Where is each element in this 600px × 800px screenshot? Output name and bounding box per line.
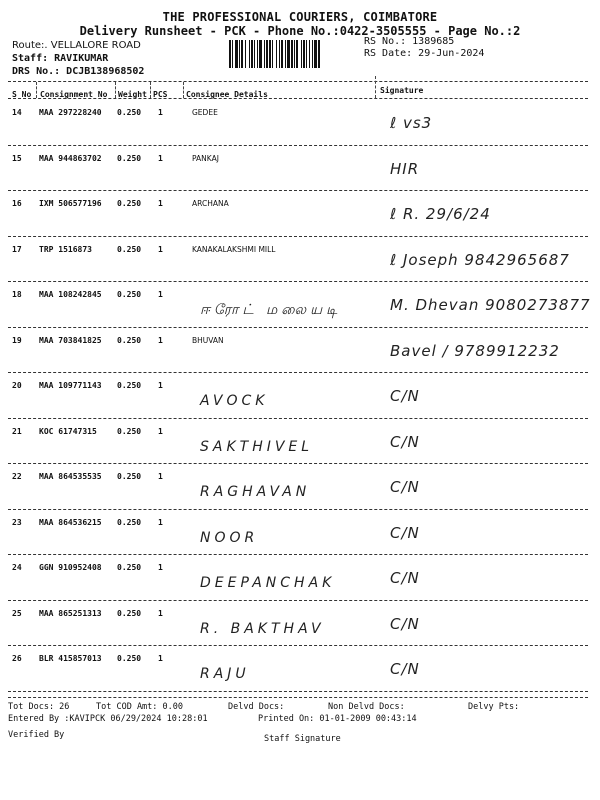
barcode-bar	[303, 40, 305, 68]
row-sno: 17	[12, 244, 22, 254]
row-handwritten-name: RAGHAVAN	[200, 484, 311, 500]
rs-date: RS Date: 29-Jun-2024	[364, 48, 485, 59]
row-weight: 0.250	[117, 381, 142, 390]
entered-by: Entered By :KAVIPCK 06/29/2024 10:28:01	[8, 714, 208, 724]
row-sno: 21	[12, 426, 22, 436]
row-handwritten-name: ஈரோட் மலையடி	[200, 302, 342, 318]
row-pcs: 1	[158, 199, 163, 208]
row-pcs: 1	[158, 517, 163, 527]
col-divider	[375, 76, 376, 98]
barcode-bar	[287, 40, 290, 68]
row-consignment: MAA 864536215	[39, 517, 102, 527]
col-signature: Signature	[380, 86, 424, 95]
verified-by: Verified By	[8, 730, 65, 740]
row-sno: 25	[12, 608, 22, 618]
barcode-bar	[235, 40, 238, 68]
barcode-bar	[309, 40, 310, 68]
row-pcs: 1	[158, 654, 163, 663]
row-signature: Bavel / 9789912232	[390, 341, 560, 360]
row-consignment: KOC 61747315	[39, 426, 97, 436]
row-signature: C/N	[390, 432, 420, 451]
row-pcs: 1	[158, 426, 163, 436]
row-weight: 0.250	[117, 199, 142, 208]
row-signature: C/N	[390, 478, 420, 496]
row-pcs: 1	[158, 381, 163, 390]
row-pcs: 1	[158, 244, 163, 254]
row-consignment: MAA 944863702	[39, 153, 102, 163]
barcode-bar	[276, 40, 277, 68]
col-pcs: PCS	[153, 90, 168, 99]
row-rule	[8, 145, 588, 146]
row-pcs: 1	[158, 153, 163, 163]
row-consignee: ARCHANA	[192, 199, 229, 208]
col-sno: S No	[12, 90, 32, 99]
row-consignment: GGN 910952408	[39, 563, 102, 572]
row-rule	[8, 463, 588, 464]
row-handwritten-name: DEEPANCHAK	[200, 575, 336, 591]
header-top-rule	[8, 81, 588, 82]
row-sno: 16	[12, 199, 22, 208]
barcode-bar	[245, 40, 246, 68]
col-weight: Weight	[118, 90, 147, 99]
row-weight: 0.250	[117, 563, 142, 572]
row-weight: 0.250	[117, 517, 142, 527]
barcode	[229, 40, 357, 68]
row-weight: 0.250	[117, 608, 142, 618]
barcode-bar	[279, 40, 280, 68]
row-sno: 15	[12, 153, 22, 163]
row-rule	[8, 645, 588, 646]
row-consignment: BLR 415857013	[39, 654, 102, 663]
printed-on: Printed On: 01-01-2009 00:43:14	[258, 714, 417, 724]
col-divider	[36, 82, 37, 98]
row-rule	[8, 236, 588, 237]
row-consignee: KANAKALAKSHMI MILL	[192, 244, 276, 254]
row-rule	[8, 190, 588, 191]
row-signature: ℓ vs3	[390, 114, 433, 132]
barcode-bar	[254, 40, 255, 68]
barcode-bar	[285, 40, 286, 68]
barcode-bar	[239, 40, 240, 68]
row-signature: C/N	[390, 523, 420, 542]
col-divider	[115, 82, 116, 98]
row-weight: 0.250	[117, 426, 142, 436]
row-pcs: 1	[158, 290, 163, 299]
delivered-docs: Delvd Docs:	[228, 702, 285, 712]
barcode-bar	[241, 40, 243, 68]
row-signature: C/N	[390, 614, 420, 633]
col-divider	[150, 82, 151, 98]
total-cod: Tot COD Amt: 0.00	[96, 702, 183, 712]
row-signature: C/N	[390, 387, 420, 405]
barcode-bar	[232, 40, 233, 68]
row-sno: 18	[12, 290, 22, 299]
row-consignment: MAA 864535535	[39, 472, 102, 481]
row-handwritten-name: AVOCK	[200, 393, 269, 409]
row-weight: 0.250	[117, 244, 142, 254]
row-rule	[8, 281, 588, 282]
row-signature: C/N	[390, 660, 420, 678]
row-rule	[8, 372, 588, 373]
company-title: THE PROFESSIONAL COURIERS, COIMBATORE	[162, 10, 438, 24]
barcode-bar	[314, 40, 317, 68]
non-delivered-docs: Non Delvd Docs:	[328, 702, 405, 712]
row-weight: 0.250	[117, 654, 142, 663]
runsheet-subtitle: Delivery Runsheet - PCK - Phone No.:0422-3505555 - Page No.:2	[79, 24, 521, 38]
row-sno: 19	[12, 335, 22, 345]
barcode-bar	[318, 40, 320, 68]
row-weight: 0.250	[117, 335, 142, 345]
footer-rule	[8, 697, 588, 698]
barcode-bar	[281, 40, 283, 68]
header-bottom-rule	[8, 98, 588, 99]
row-consignee: GEDEE	[192, 108, 218, 117]
total-docs: Tot Docs: 26	[8, 702, 70, 712]
barcode-bar	[229, 40, 231, 68]
row-consignment: MAA 108242845	[39, 290, 102, 299]
row-pcs: 1	[158, 108, 163, 117]
row-consignment: MAA 865251313	[39, 608, 102, 618]
staff-signature-label: Staff Signature	[264, 734, 341, 744]
row-signature: ℓ R. 29/6/24	[390, 205, 491, 223]
barcode-bar	[257, 40, 258, 68]
row-rule	[8, 691, 588, 692]
row-sno: 22	[12, 472, 22, 481]
row-consignee: PANKAJ	[192, 153, 219, 163]
col-consignee: Consignee Details	[186, 90, 268, 99]
row-sno: 26	[12, 654, 22, 663]
row-signature: HIR	[390, 159, 420, 178]
barcode-bar	[264, 40, 265, 68]
barcode-bar	[296, 40, 298, 68]
barcode-bar	[266, 40, 268, 68]
row-rule	[8, 418, 588, 419]
row-sno: 23	[12, 517, 22, 527]
row-handwritten-name: RAJU	[200, 666, 250, 682]
staff-label: Staff: RAVIKUMAR	[12, 53, 109, 64]
barcode-bar	[291, 40, 293, 68]
row-rule	[8, 509, 588, 510]
row-weight: 0.250	[117, 290, 142, 299]
row-handwritten-name: SAKTHIVEL	[200, 438, 314, 455]
rs-number: RS No.: 1389685	[364, 36, 455, 47]
row-rule	[8, 600, 588, 601]
row-rule	[8, 327, 588, 328]
row-pcs: 1	[158, 608, 163, 618]
barcode-bar	[259, 40, 262, 68]
row-signature: ℓ Joseph 9842965687	[390, 250, 570, 269]
row-handwritten-name: NOOR	[200, 529, 259, 546]
row-consignment: MAA 297228240	[39, 108, 102, 117]
row-pcs: 1	[158, 472, 163, 481]
row-weight: 0.250	[117, 472, 142, 481]
barcode-bar	[294, 40, 295, 68]
row-consignee: BHUVAN	[192, 335, 224, 345]
row-consignment: TRP 1516873	[39, 244, 92, 254]
barcode-bar	[249, 40, 250, 68]
row-consignment: IXM 506577196	[39, 199, 102, 208]
col-consignment: Consignment No	[40, 90, 108, 99]
barcode-bar	[312, 40, 313, 68]
row-weight: 0.250	[117, 153, 142, 163]
route-label: Route:. VELLALORE ROAD	[12, 40, 141, 51]
row-sno: 20	[12, 381, 22, 390]
row-consignment: MAA 703841825	[39, 335, 102, 345]
barcode-bar	[251, 40, 253, 68]
row-consignment: MAA 109771143	[39, 381, 102, 390]
row-signature: M. Dhevan 9080273877	[390, 296, 591, 314]
barcode-bar	[272, 40, 273, 68]
row-sno: 24	[12, 563, 22, 572]
row-pcs: 1	[158, 335, 163, 345]
barcode-bar	[269, 40, 271, 68]
delivery-points: Delvy Pts:	[468, 702, 520, 712]
row-weight: 0.250	[117, 108, 142, 117]
row-signature: C/N	[390, 569, 420, 587]
row-sno: 14	[12, 108, 22, 117]
barcode-bar	[301, 40, 302, 68]
barcode-bar	[306, 40, 307, 68]
drs-number: DRS No.: DCJB138968502	[12, 66, 145, 77]
col-divider	[183, 82, 184, 98]
row-rule	[8, 554, 588, 555]
row-pcs: 1	[158, 563, 163, 572]
row-handwritten-name: R. BAKTHAV	[200, 620, 325, 637]
